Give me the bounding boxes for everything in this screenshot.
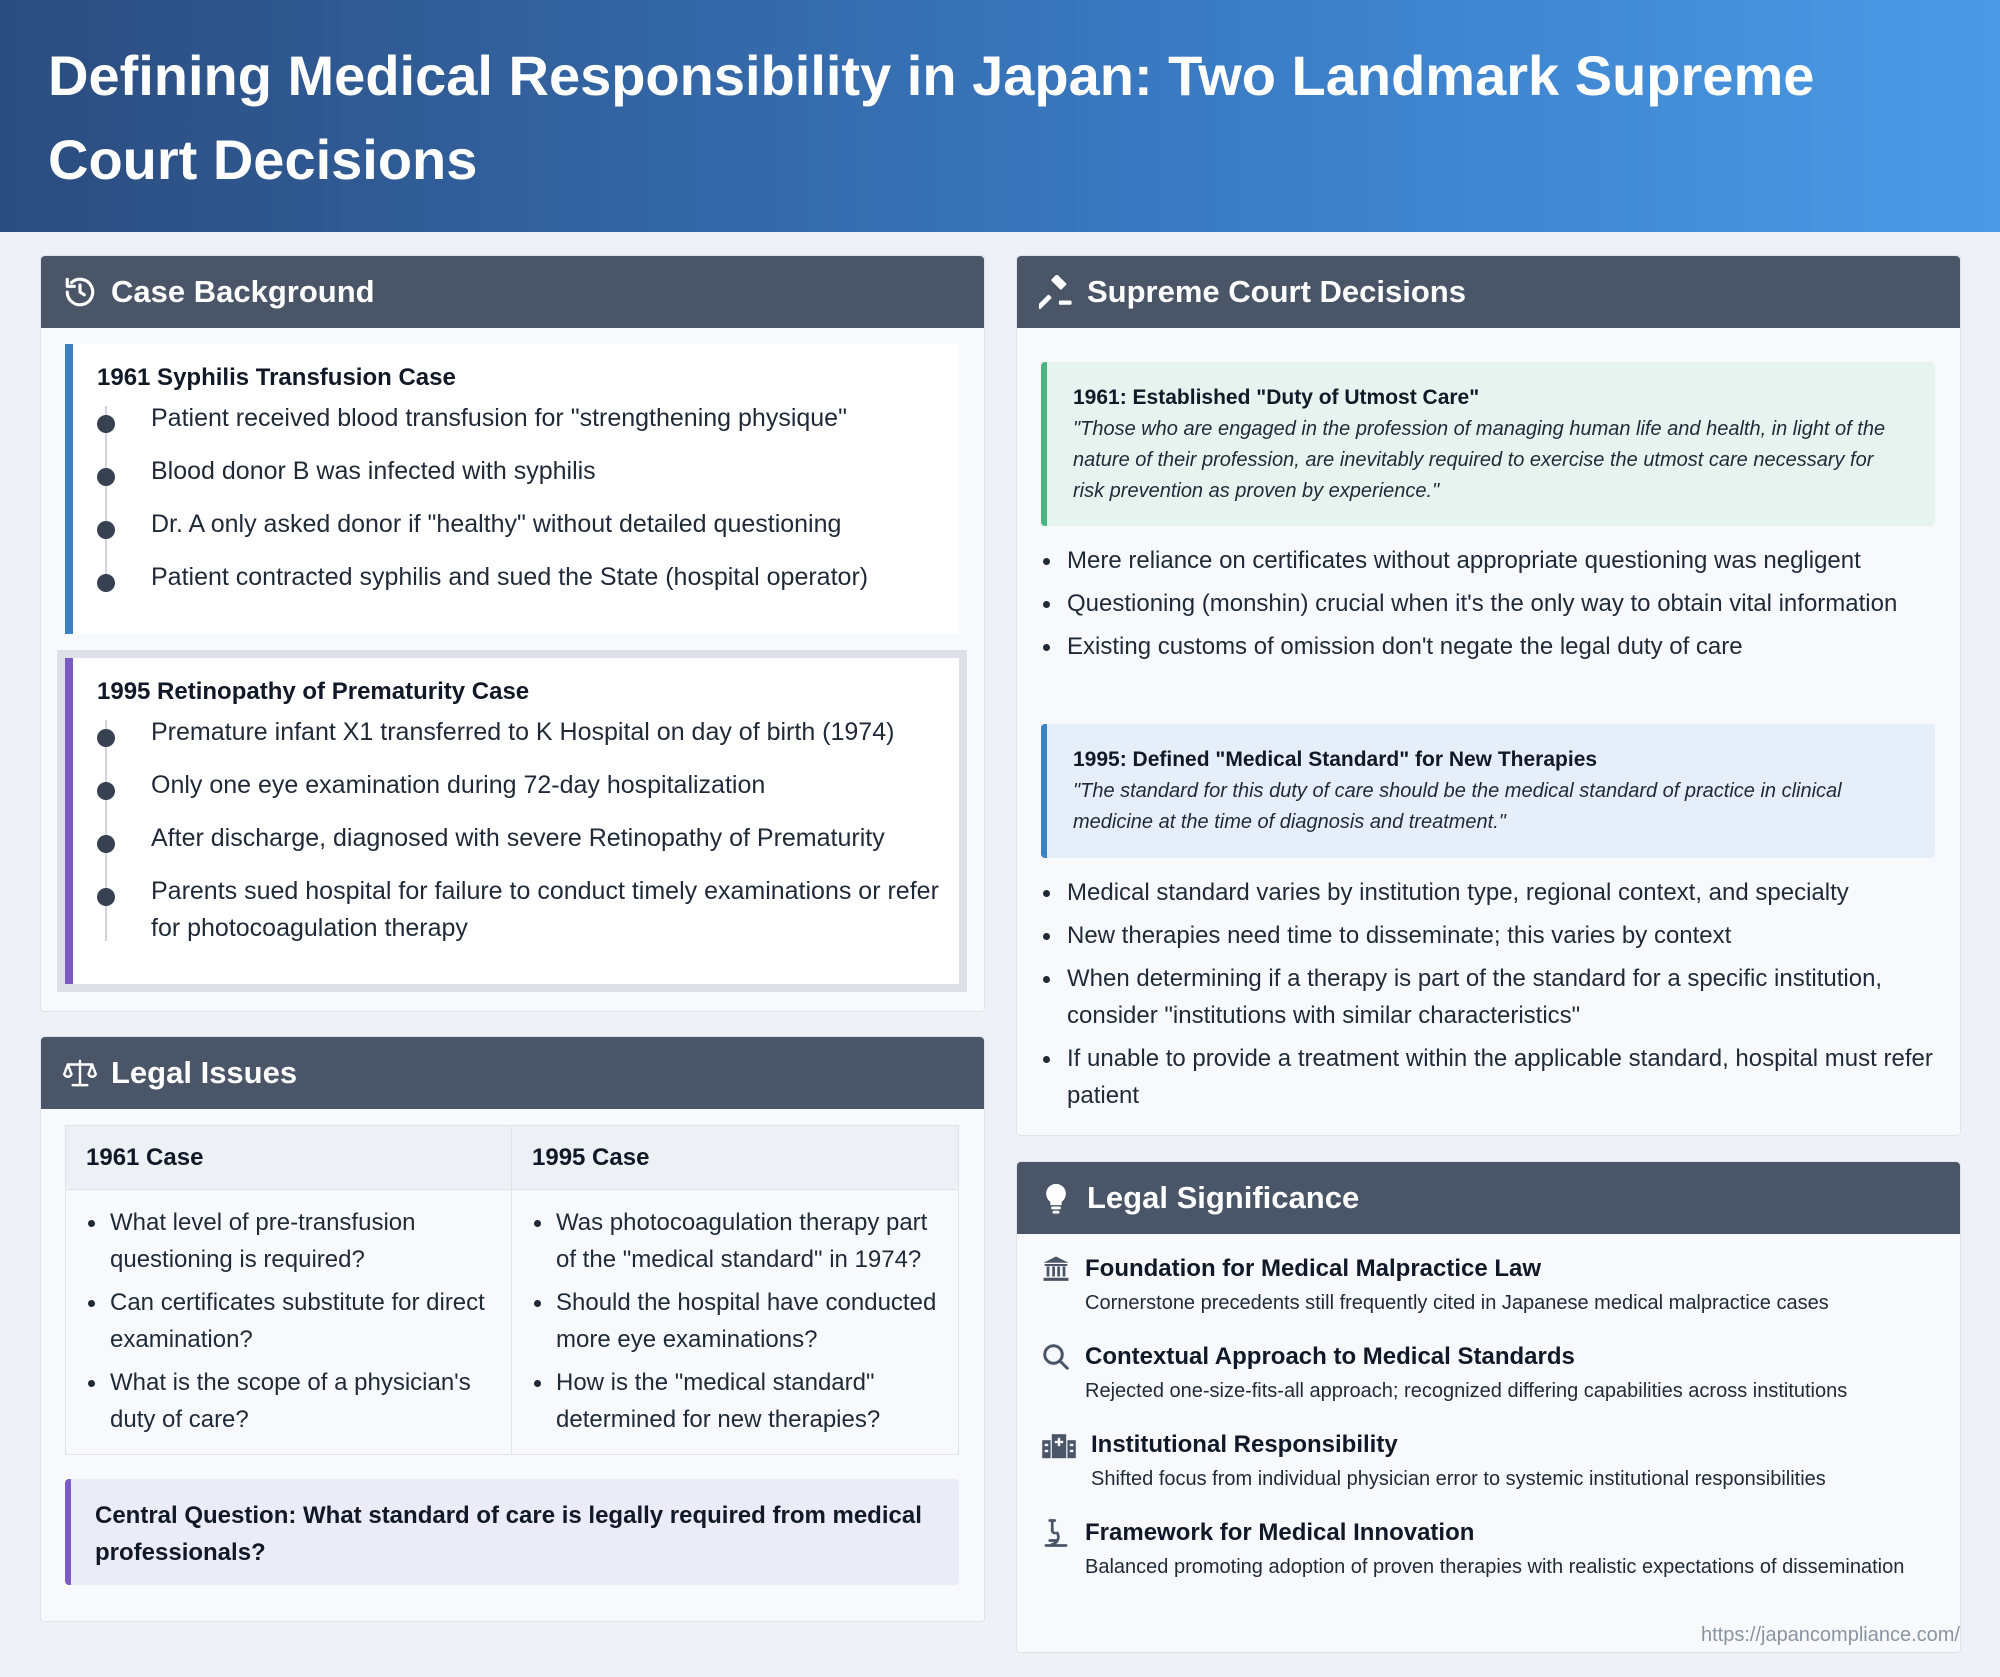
decision-1961-points xyxy=(1041,542,1935,671)
case-timeline xyxy=(97,714,959,947)
issue-item: Was photocoagulation therapy part of the "medical standard" in 1974? xyxy=(532,1204,948,1278)
issue-item: How is the "medical standard" determined for new therapies? xyxy=(532,1364,948,1438)
central-question: Central Question: What standard of care is legally required from medical professionals? xyxy=(65,1479,959,1585)
decision-1995-quote xyxy=(1041,724,1935,858)
decision-heading: 1961: Established "Duty of Utmost Care" xyxy=(1073,386,1480,409)
timeline-item: Only one eye examination during 72-day hospitalization xyxy=(151,767,959,804)
significance-title: Legal Significance xyxy=(1087,1180,1360,1215)
decision-quote: "The standard for this duty of care should be the medical standard of practice in clinical medicine at the time of diagnosis and treatment." xyxy=(1073,780,1842,833)
significance-panel xyxy=(1016,1161,1961,1653)
page-header xyxy=(0,0,2000,232)
landmark-icon xyxy=(1041,1254,1071,1284)
hospital-icon xyxy=(1041,1430,1077,1460)
issues-column-1961 xyxy=(66,1190,512,1455)
case-title: 1995 Retinopathy of Prematurity Case xyxy=(97,678,530,705)
significance-item xyxy=(1041,1254,1941,1319)
decision-point: Questioning (monshin) crucial when it's the only way to obtain vital information xyxy=(1041,585,1935,622)
gavel-icon xyxy=(1039,275,1073,309)
issues-column-1995 xyxy=(512,1190,958,1455)
column-header: 1995 Case xyxy=(532,1144,650,1171)
issue-item: Should the hospital have conducted more eye examinations? xyxy=(532,1284,948,1358)
legal-issues-title: Legal Issues xyxy=(111,1055,298,1090)
decision-point: Existing customs of omission don't negate the legal duty of care xyxy=(1041,628,1935,665)
issue-item: What level of pre-transfusion questioning is required? xyxy=(86,1204,501,1278)
history-icon xyxy=(63,275,97,309)
significance-item-text: Shifted focus from individual physician error to systemic institutional responsibilities xyxy=(1091,1468,1826,1490)
case-timeline xyxy=(97,400,959,596)
decision-1961-quote xyxy=(1041,362,1935,526)
case-card-1995 xyxy=(65,658,959,984)
issues-table xyxy=(65,1125,959,1455)
significance-item-text: Rejected one-size-fits-all approach; recognized differing capabilities across institutions xyxy=(1085,1380,1848,1402)
significance-item-title: Foundation for Medical Malpractice Law xyxy=(1085,1255,1542,1282)
lightbulb-icon xyxy=(1039,1181,1073,1215)
issues-table-header xyxy=(66,1126,958,1190)
timeline-item: Blood donor B was infected with syphilis xyxy=(151,453,959,490)
scales-icon xyxy=(63,1056,97,1090)
legal-issues-header xyxy=(41,1037,984,1109)
decision-point: New therapies need time to disseminate; this varies by context xyxy=(1041,917,1935,954)
decision-point: If unable to provide a treatment within the applicable standard, hospital must refer patient xyxy=(1041,1040,1935,1114)
case-background-panel xyxy=(40,255,985,1012)
decisions-header xyxy=(1017,256,1960,328)
timeline-item: Patient contracted syphilis and sued the State (hospital operator) xyxy=(151,559,959,596)
issues-table-body xyxy=(66,1190,958,1455)
significance-item-text: Balanced promoting adoption of proven therapies with realistic expectations of dissemination xyxy=(1085,1556,1905,1578)
column-header: 1961 Case xyxy=(66,1126,512,1189)
microscope-icon xyxy=(1041,1518,1071,1548)
decision-quote: "Those who are engaged in the profession of managing human life and health, in light of the nature of their profession, are inevitably required to exercise the utmost care necessary for risk prevention as proven by experience." xyxy=(1073,418,1886,502)
case-background-header xyxy=(41,256,984,328)
timeline-item: Dr. A only asked donor if "healthy" without detailed questioning xyxy=(151,506,959,543)
significance-item-title: Institutional Responsibility xyxy=(1091,1431,1398,1458)
decision-point: Mere reliance on certificates without appropriate questioning was negligent xyxy=(1041,542,1935,579)
case-background-title: Case Background xyxy=(111,274,375,309)
significance-item-text: Cornerstone precedents still frequently cited in Japanese medical malpractice cases xyxy=(1085,1292,1829,1314)
decision-1995-points xyxy=(1041,874,1935,1120)
timeline-item: Patient received blood transfusion for "strengthening physique" xyxy=(151,400,959,437)
decisions-title: Supreme Court Decisions xyxy=(1087,274,1466,309)
timeline-item: After discharge, diagnosed with severe Retinopathy of Prematurity xyxy=(151,820,959,857)
decision-point: When determining if a therapy is part of the standard for a specific institution, consider "institutions with similar characteristics" xyxy=(1041,960,1935,1034)
significance-header xyxy=(1017,1162,1960,1234)
search-icon xyxy=(1041,1342,1071,1372)
significance-item-title: Contextual Approach to Medical Standards xyxy=(1085,1343,1575,1370)
timeline-item: Premature infant X1 transferred to K Hospital on day of birth (1974) xyxy=(151,714,959,751)
legal-issues-panel xyxy=(40,1036,985,1622)
decision-heading: 1995: Defined "Medical Standard" for New Therapies xyxy=(1073,748,1598,771)
significance-item xyxy=(1041,1342,1941,1407)
issue-item: Can certificates substitute for direct examination? xyxy=(86,1284,501,1358)
significance-item xyxy=(1041,1518,1941,1583)
source-url: https://japancompliance.com/ xyxy=(1700,1624,1960,1646)
decision-point: Medical standard varies by institution type, regional context, and specialty xyxy=(1041,874,1935,911)
decisions-panel xyxy=(1016,255,1961,1136)
significance-item-title: Framework for Medical Innovation xyxy=(1085,1519,1475,1546)
case-card-1961 xyxy=(65,344,959,634)
issue-item: What is the scope of a physician's duty of care? xyxy=(86,1364,501,1438)
page-title: Defining Medical Responsibility in Japan: Two Landmark Supreme Court Decisions xyxy=(48,44,1815,191)
timeline-item: Parents sued hospital for failure to conduct timely examinations or refer for photocoagulation therapy xyxy=(151,873,959,947)
significance-item xyxy=(1041,1430,1941,1495)
case-title: 1961 Syphilis Transfusion Case xyxy=(97,364,456,391)
